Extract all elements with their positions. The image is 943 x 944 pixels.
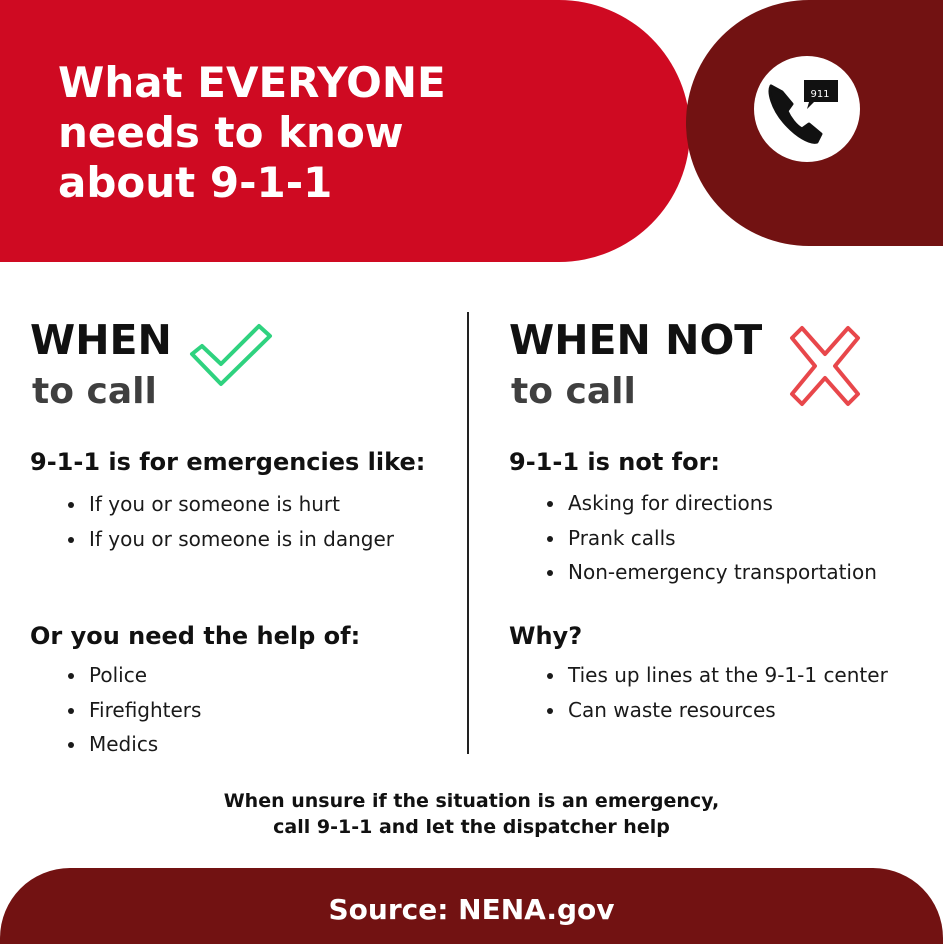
when-not-subtitle: to call: [511, 371, 636, 412]
list-item: • Non-emergency transportation: [566, 555, 877, 590]
list-item: • Medics: [87, 727, 201, 762]
when-not-heading: 9-1-1 is not for:: [509, 448, 721, 476]
phone-badge: [754, 56, 860, 162]
when-title: WHEN: [30, 316, 172, 364]
why-list: [546, 658, 888, 727]
list-item: • Ties up lines at the 9-1-1 center: [566, 658, 888, 693]
title-line: needs to know: [58, 108, 404, 157]
source-credit: Source: NENA.gov: [328, 893, 615, 926]
footer-note: [0, 788, 943, 840]
footer-note-line: call 9-1-1 and let the dispatcher help: [273, 816, 670, 838]
column-divider: [467, 312, 469, 754]
badge-label: 911: [810, 89, 830, 100]
x-icon: [788, 324, 862, 408]
when-not-title: WHEN NOT: [509, 316, 763, 364]
footer-note-line: When unsure if the situation is an emergency,: [223, 790, 720, 812]
when-emergency-list: [67, 487, 394, 556]
phone-icon: [754, 56, 860, 162]
list-item: • Can waste resources: [566, 693, 888, 728]
check-icon: [186, 320, 276, 390]
when-help-list: [67, 658, 201, 762]
when-subtitle: to call: [32, 371, 157, 412]
list-item: • Asking for directions: [566, 486, 877, 521]
when-heading-help: Or you need the help of:: [30, 622, 361, 650]
when-heading-emergencies: 9-1-1 is for emergencies like:: [30, 448, 426, 476]
title-line: about 9-1-1: [58, 158, 333, 207]
list-item: • Prank calls: [566, 521, 877, 556]
when-not-list: [546, 486, 877, 590]
list-item: • Police: [87, 658, 201, 693]
why-heading: Why?: [509, 622, 583, 650]
title-line: What EVERYONE: [58, 58, 446, 107]
list-item: • If you or someone is hurt: [87, 487, 394, 522]
list-item: • Firefighters: [87, 693, 201, 728]
list-item: • If you or someone is in danger: [87, 522, 394, 557]
page-title: [58, 58, 658, 208]
